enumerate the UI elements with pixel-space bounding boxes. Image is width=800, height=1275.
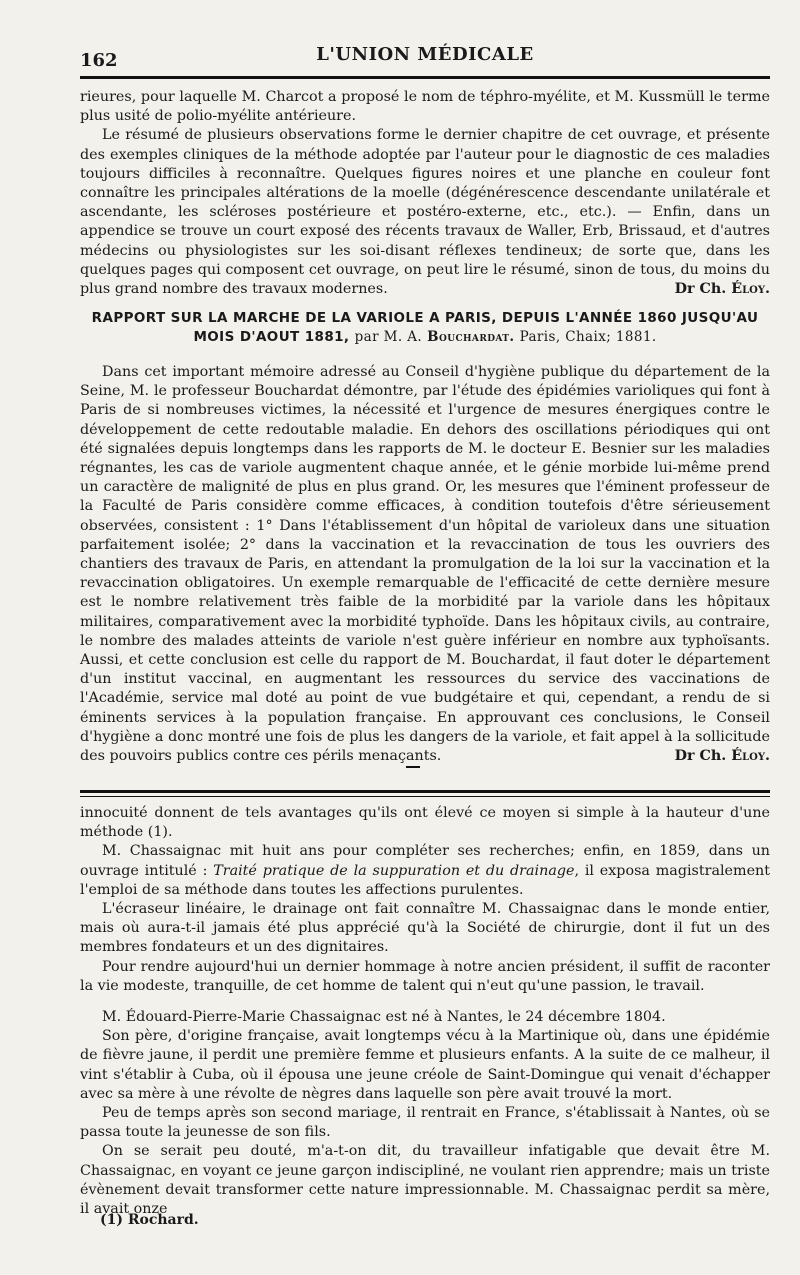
feuilleton-paragraph: Son père, d'origine française, avait longtemps vécu à la Martinique où, dans une épidémie de fièvre jaune, il perdit une première femme et plusieurs enfants. A la suite de ce malheur, il vint s'établir à Cuba, où il épousa une jeune créole de Saint-Domingue qui venait d'échapper avec sa mère à une révolte de nègres dans laquelle son père avait trouvé la mort. <box>80 1028 770 1102</box>
feuilleton <box>80 804 770 1219</box>
feuilleton-paragraph: Pour rendre aujourd'hui un dernier hommage à notre ancien président, il suffit de raconter la vie modeste, tranquille, de cet homme de talent qui n'eut qu'une passion, le travail. <box>80 958 770 994</box>
report-section <box>80 309 770 766</box>
feuilleton-paragraph: innocuité donnent de tels avantages qu'ils ont élevé ce moyen si simple à la hauteur d'une méthode (1). <box>80 805 770 841</box>
feuilleton-paragraph: Peu de temps après son second mariage, il rentrait en France, s'établissait à Nantes, où se passa toute la jeunesse de son fils. <box>80 1105 770 1141</box>
section-dash <box>406 766 420 768</box>
feuilleton-paragraph: On se serait peu douté, m'a-t-on dit, du travailleur infatigable que devait être M. Chassaignac, en voyant ce jeune garçon indiscipliné, ne voulant rien apprendre; mais un triste évènement devait transformer cette nature impressionnable. M. Chassaignac perdit sa mère, il avait onze <box>80 1143 770 1218</box>
page-number: 162 <box>80 50 118 71</box>
page-header <box>80 44 770 74</box>
footnote: (1) Rochard. <box>100 1212 199 1228</box>
report-signature: Dr Ch. Éloy. <box>674 748 770 765</box>
feuilleton-rule <box>80 790 770 793</box>
review-continuation <box>80 88 770 299</box>
feuilleton-paragraph: M. Édouard-Pierre-Marie Chassaignac est né à Nantes, le 24 décembre 1804. <box>102 1009 666 1026</box>
report-title: RAPPORT SUR LA MARCHE DE LA VARIOLE A PARIS, DEPUIS L'ANNÉE 1860 JUSQU'AU MOIS D'AOUT 1881, par M. A. Bouchardat. Paris, Chaix; 1881. <box>91 310 759 345</box>
feuilleton-paragraph: L'écraseur linéaire, le drainage ont fait connaître M. Chassaignac dans le monde entier, mais où aura-t-il jamais été plus apprécié qu'à la Société de chirurgie, dont il fut un des membres fondateurs et un des dignitaires. <box>80 901 770 956</box>
feuilleton-rule-thin <box>80 796 770 797</box>
report-body: Dans cet important mémoire adressé au Conseil d'hygiène publique du département de la Seine, M. le professeur Bouchardat démontre, par l'étude des épidémies varioliques qui font à Paris de si nombreuses victimes, la nécessité et l'urgence de mesures énergiques contre le développement de cette redoutable maladie. En dehors des oscillations périodiques qui ont été signalées depuis longtemps dans les rapports de M. le docteur E. Besnier sur les maladies régnantes, les cas de variole augmentent chaque année, et le génie morbide lui-même prend un caractère de malignité de plus en plus grand. Or, les mesures que l'éminent professeur de la Faculté de Paris considère comme efficaces, à condition toutefois d'être sérieusement observées, consistent : 1° Dans l'établissement d'un hôpital de varioleux dans une situation parfaitement isolée; 2° dans la vaccination et la revaccination de tous les ouvriers des chantiers des travaux de Paris, en attendant la promulgation de la loi sur la vaccination et la revaccination obligatoires. Un exemple remarquable de l'efficacité de cette dernière mesure est le nombre relativement très faible de la morbidité par la variole dans les hôpitaux militaires, comparativement avec la morbidité typhoïde. Dans les hôpitaux civils, au contraire, le nombre des malades atteints de variole n'est guère inférieur en nombre aux typhoïsants. Aussi, et cette conclusion est celle du rapport de M. Bouchardat, il faut doter le département d'un institut vaccinal, en augmentant les ressources du service des vaccinations de l'Académie, service mal doté au point de vue budgétaire et qui, cependant, a rendu de si éminents services à la population française. En approuvant ces conclusions, le Conseil d'hygiène a donc montré une fois de plus les dangers de la variole, et fait appel à la sollicitude des pouvoirs publics contre ces périls menaçants. <box>80 364 770 765</box>
review-paragraph: rieures, pour laquelle M. Charcot a proposé le nom de téphro-myélite, et M. Kussmüll le terme plus usité de polio-myélite antérieure. <box>80 89 770 125</box>
header-rule <box>80 76 770 79</box>
review-signature: Dr Ch. Éloy. <box>674 281 770 298</box>
running-title: L'UNION MÉDICALE <box>316 44 534 65</box>
review-paragraph: Le résumé de plusieurs observations forme le dernier chapitre de cet ouvrage, et présente des exemples cliniques de la méthode adoptée par l'auteur pour le diagnostic de ces maladies toujours difficiles à reconnaître. Quelques figures noires et une planche en couleur font connaître les principales altérations de la moelle (dégénérescence descendante unilatérale et ascendante, les scléroses postérieure et postéro-externe, etc., etc.). — Enfin, dans un appendice se trouve un court exposé des récents travaux de Waller, Erb, Brissaud, et d'autres médecins ou physiologistes sur les soi-disant réflexes tendineux; de sorte que, dans les quelques pages qui composent cet ouvrage, on peut lire le résumé, sinon de tous, du moins du plus grand nombre des travaux modernes. <box>80 127 770 298</box>
feuilleton-paragraph: M. Chassaignac mit huit ans pour compléter ses recherches; enfin, en 1859, dans un ouvrage intitulé : Traité pratique de la suppuration et du drainage, il exposa magistralement l'emploi de sa méthode dans toutes les affections purulentes. <box>80 843 770 898</box>
